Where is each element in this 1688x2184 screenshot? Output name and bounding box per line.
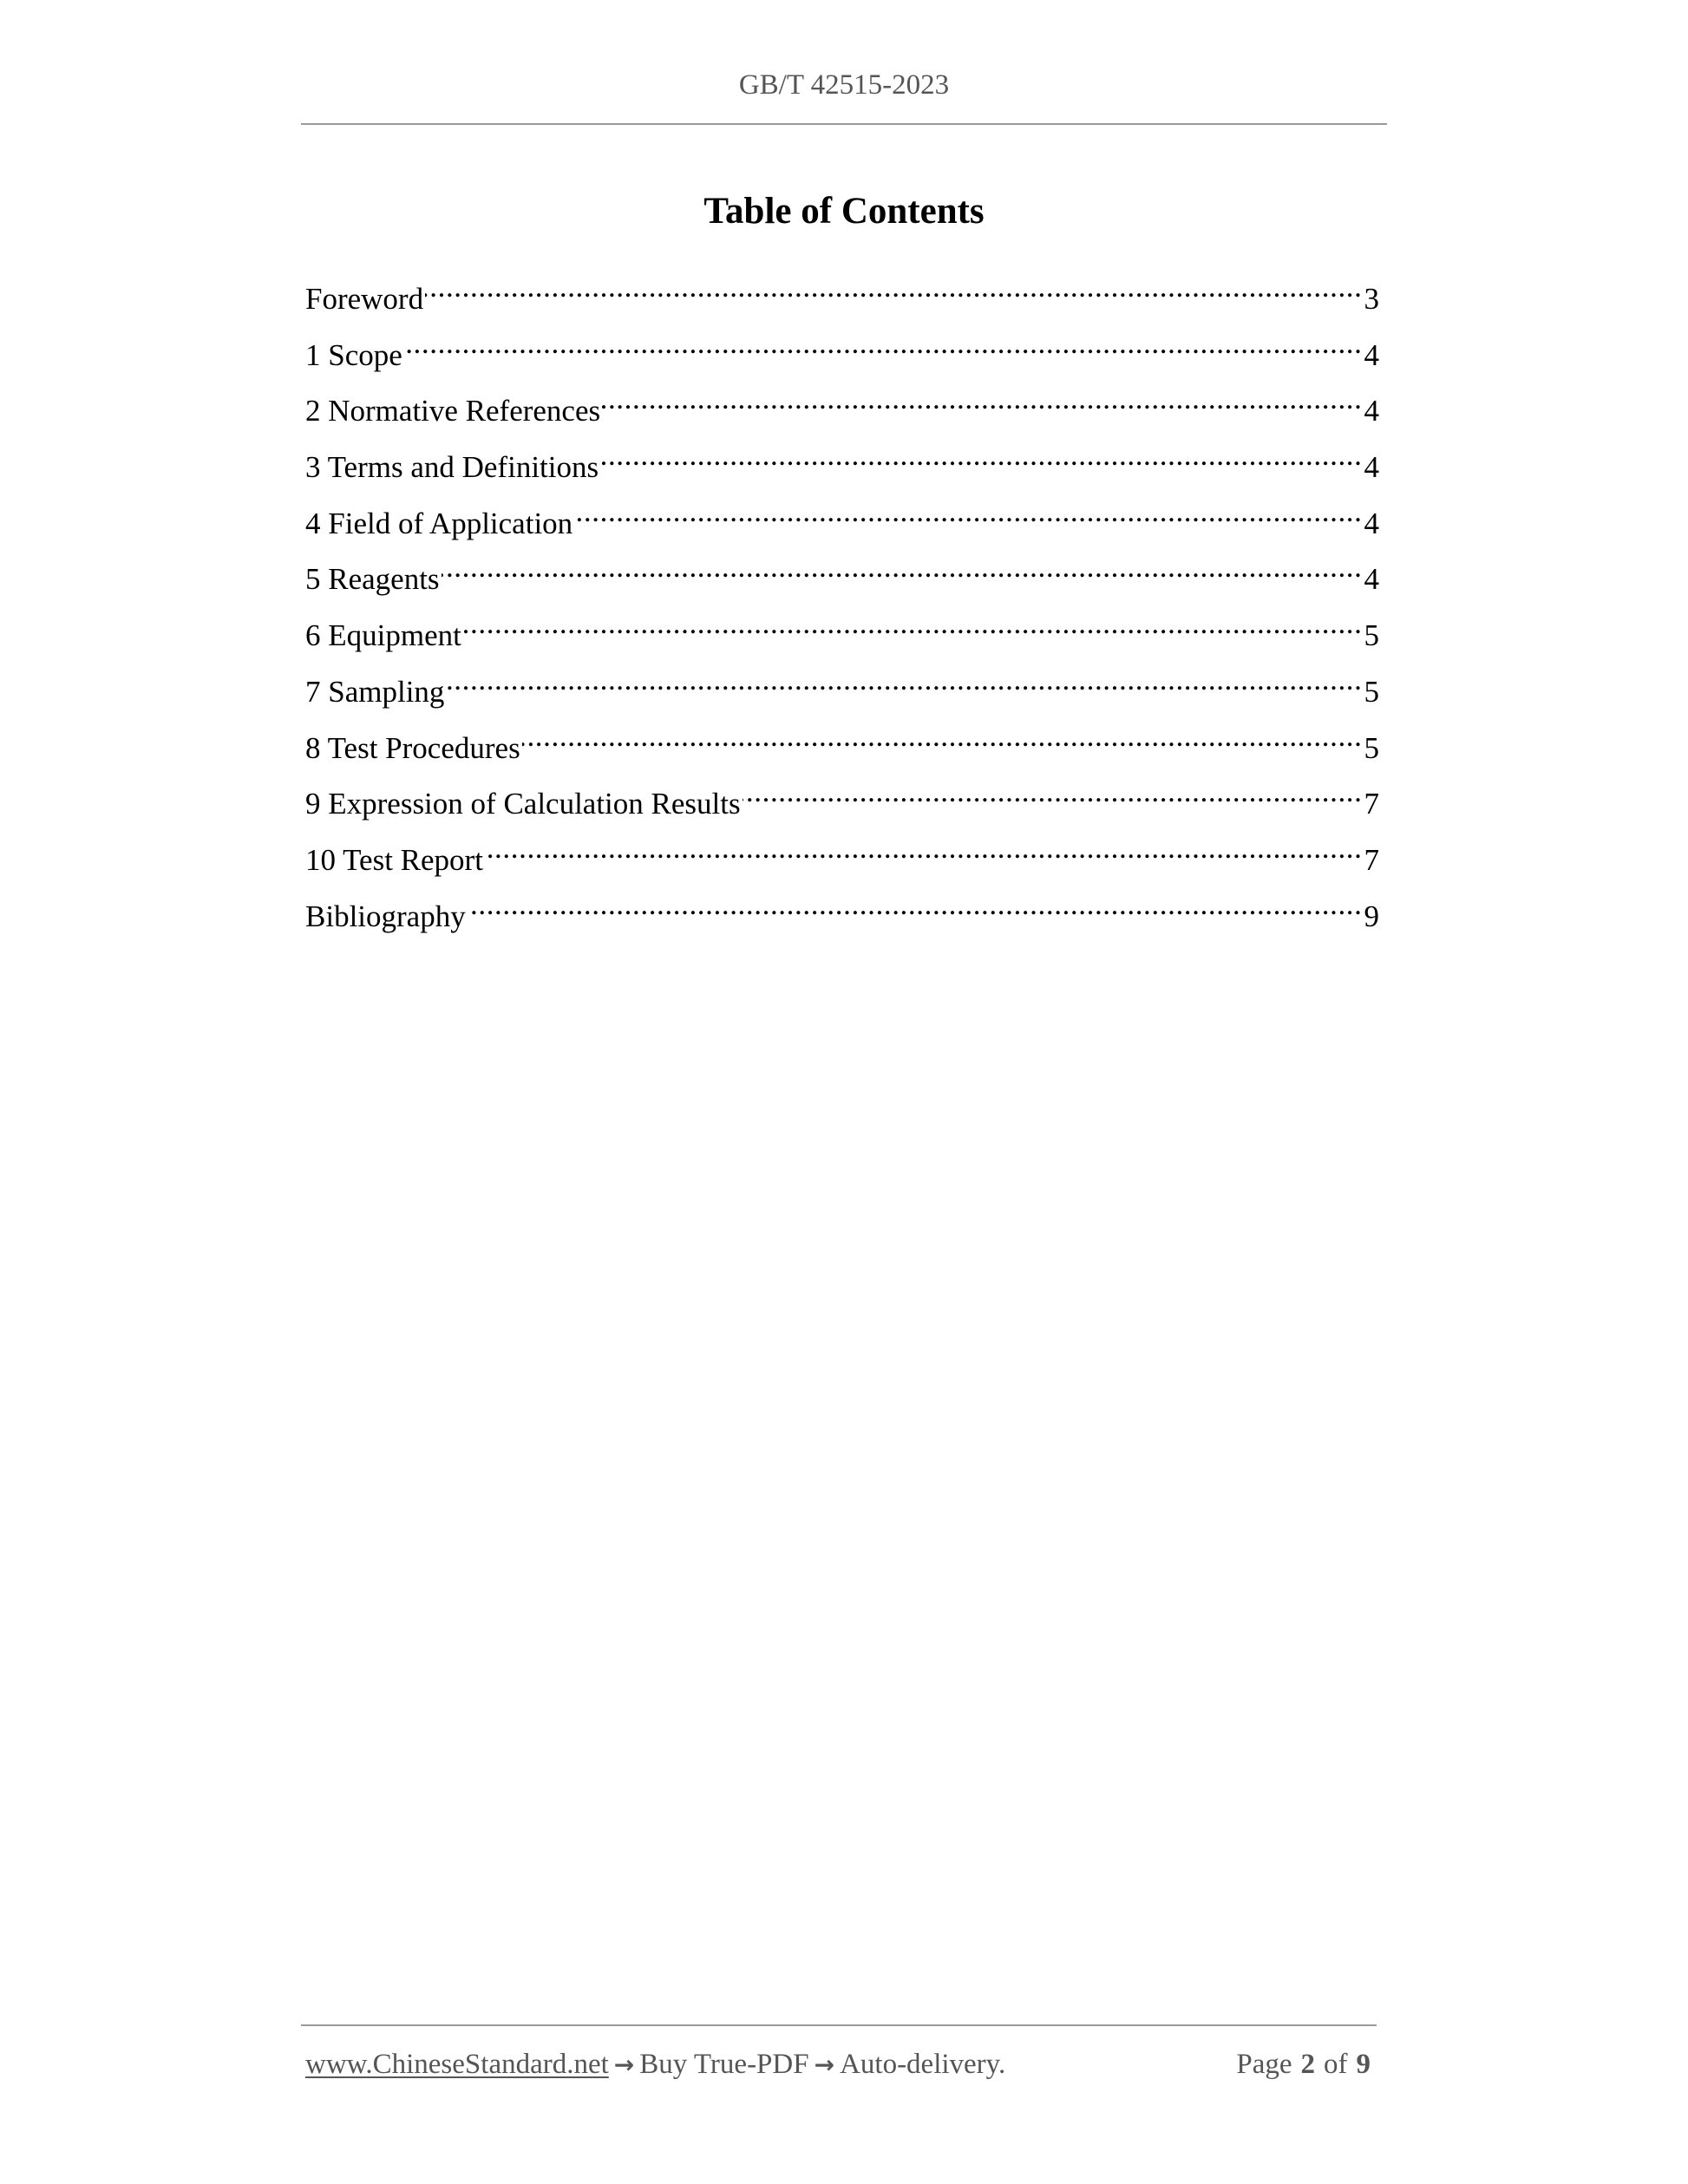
page-header	[301, 0, 1387, 124]
toc-entry-label: 1 Scope	[305, 337, 402, 372]
toc-entry-label: 5 Reagents	[305, 562, 440, 597]
toc-entry-scope[interactable]	[305, 327, 1379, 383]
page-number	[1236, 2047, 1371, 2082]
dot-leader	[600, 439, 1362, 477]
toc-entry-test-report[interactable]	[305, 832, 1379, 888]
dot-leader	[522, 720, 1363, 758]
dot-leader	[602, 383, 1362, 421]
dot-leader	[442, 551, 1363, 589]
toc-entry-label: 7 Sampling	[305, 674, 445, 709]
toc-entry-page: 5	[1364, 674, 1379, 709]
toc-entry-page: 5	[1364, 618, 1379, 653]
toc-entry-field-of-application[interactable]	[305, 495, 1379, 552]
toc-entry-page: 5	[1364, 730, 1379, 765]
toc-entry-terms-and-definitions[interactable]	[305, 439, 1379, 495]
toc-entry-foreword[interactable]	[305, 271, 1379, 327]
buy-true-pdf-text: Buy True-PDF	[639, 2049, 809, 2080]
toc-entry-page: 7	[1364, 787, 1379, 821]
toc-entry-label: 9 Expression of Calculation Results	[305, 787, 741, 821]
toc-list	[305, 271, 1379, 944]
toc-entry-label: 10 Test Report	[305, 842, 483, 877]
right-arrow-icon: →	[613, 2050, 635, 2079]
toc-entry-label: 6 Equipment	[305, 618, 461, 653]
toc-entry-label: 2 Normative References	[305, 394, 601, 428]
chinesestandard-link[interactable]: www.ChineseStandard.net	[305, 2049, 609, 2080]
standard-code: GB/T 42515-2023	[738, 69, 950, 101]
page-word: Page	[1236, 2049, 1292, 2080]
toc-entry-equipment[interactable]	[305, 607, 1379, 664]
toc-entry-label: 8 Test Procedures	[305, 730, 520, 765]
toc-entry-test-procedures[interactable]	[305, 720, 1379, 776]
dot-leader	[468, 888, 1363, 926]
dot-leader	[485, 832, 1363, 870]
current-page: 2	[1300, 2049, 1315, 2080]
toc-entry-label: Bibliography	[305, 899, 466, 933]
auto-delivery-text: Auto-delivery.	[840, 2049, 1006, 2080]
toc-entry-page: 4	[1364, 506, 1379, 540]
dot-leader	[574, 495, 1362, 533]
toc-entry-label: 3 Terms and Definitions	[305, 450, 599, 485]
dot-leader	[463, 607, 1363, 645]
toc-entry-page: 9	[1364, 899, 1379, 933]
right-arrow-icon: →	[814, 2050, 835, 2079]
toc-entry-page: 3	[1364, 282, 1379, 316]
toc-entry-bibliography[interactable]	[305, 888, 1379, 945]
toc-entry-sampling[interactable]	[305, 664, 1379, 720]
total-pages: 9	[1356, 2049, 1371, 2080]
toc-entry-reagents[interactable]	[305, 551, 1379, 607]
footer-promo	[305, 2047, 1005, 2083]
toc-entry-page: 4	[1364, 450, 1379, 485]
of-word: of	[1324, 2049, 1348, 2080]
toc-entry-page: 4	[1364, 394, 1379, 428]
toc-entry-label: 4 Field of Application	[305, 506, 573, 540]
toc-entry-page: 7	[1364, 842, 1379, 877]
toc-title: Table of Contents	[703, 191, 985, 232]
dot-leader	[404, 327, 1363, 365]
dot-leader	[446, 664, 1362, 702]
footer-divider	[301, 2024, 1377, 2026]
toc-entry-page: 4	[1364, 562, 1379, 597]
header-divider	[301, 123, 1387, 125]
toc-entry-expression-of-calculation-results[interactable]	[305, 775, 1379, 832]
toc-entry-normative-references[interactable]	[305, 383, 1379, 439]
dot-leader	[425, 271, 1362, 309]
toc-entry-page: 4	[1364, 337, 1379, 372]
page-footer	[305, 2047, 1372, 2082]
toc-entry-label: Foreword	[305, 282, 424, 316]
dot-leader	[743, 775, 1363, 814]
